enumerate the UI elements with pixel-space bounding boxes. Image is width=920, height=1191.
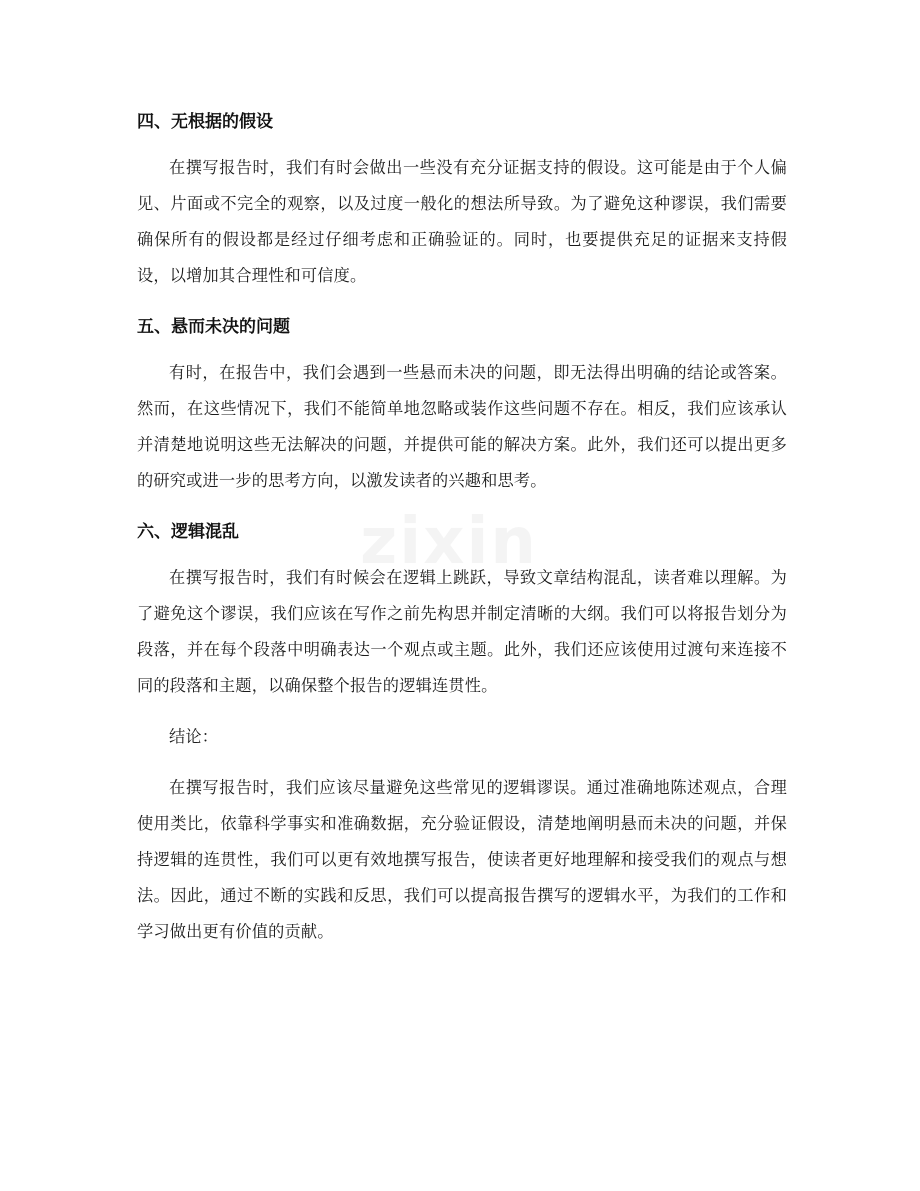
section-paragraph-6: 在撰写报告时，我们有时候会在逻辑上跳跃，导致文章结构混乱，读者难以理解。为了避免这个谬误，我们应该在写作之前先构思并制定清晰的大纲。我们可以将报告划分为段落，并在每个段落中明确表达一个观点或主题。此外，我们还应该使用过渡句来连接不同的段落和主题，以确保整个报告的逻辑连贯性。 — [137, 568, 787, 695]
section-heading-6: 六、逻辑混乱 — [137, 522, 239, 542]
section-heading-5: 五、悬而未决的问题 — [137, 317, 290, 337]
conclusion-paragraph: 在撰写报告时，我们应该尽量避免这些常见的逻辑谬误。通过准确地陈述观点，合理使用类比，依靠科学事实和准确数据，充分验证假设，清楚地阐明悬而未决的问题，并保持逻辑的连贯性，我们可以更有效地撰写报告，使读者更好地理解和接受我们的观点与想法。因此，通过不断的实践和反思，我们可以提高报告撰写的逻辑水平，为我们的工作和学习做出更有价值的贡献。 — [137, 778, 787, 941]
section-paragraph-5: 有时，在报告中，我们会遇到一些悬而未决的问题，即无法得出明确的结论或答案。然而，在这些情况下，我们不能简单地忽略或装作这些问题不存在。相反，我们应该承认并清楚地说明这些无法解决的问题，并提供可能的解决方案。此外，我们还可以提出更多的研究或进一步的思考方向，以激发读者的兴趣和思考。 — [137, 363, 787, 490]
conclusion-label: 结论： — [169, 727, 219, 746]
document-page — [137, 104, 787, 965]
section-paragraph-4: 在撰写报告时，我们有时会做出一些没有充分证据支持的假设。这可能是由于个人偏见、片面或不完全的观察，以及过度一般化的想法所导致。为了避免这种谬误，我们需要确保所有的假设都是经过仔细考虑和正确验证的。同时，也要提供充足的证据来支持假设，以增加其合理性和可信度。 — [137, 158, 787, 285]
section-heading-4: 四、无根据的假设 — [137, 112, 273, 132]
